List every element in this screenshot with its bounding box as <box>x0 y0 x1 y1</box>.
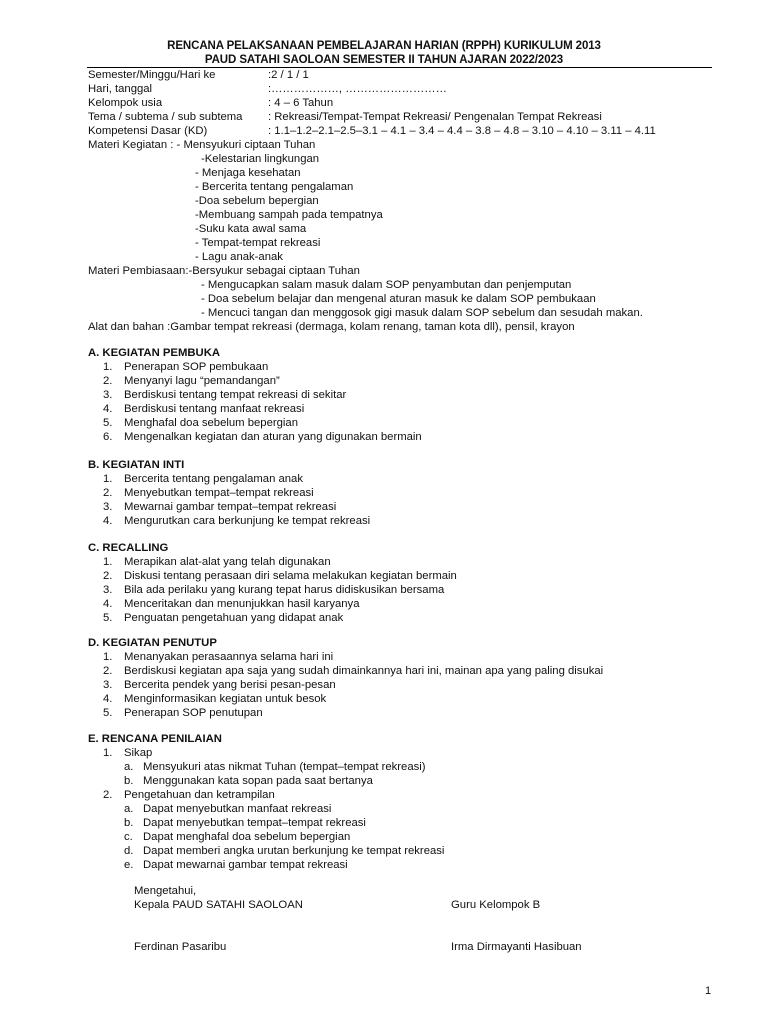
info-label: Semester/Minggu/Hari ke <box>88 69 216 81</box>
list-item: Menyebutkan tempat–tempat rekreasi <box>124 487 314 499</box>
materi-kegiatan-item: -Doa sebelum bepergian <box>195 195 319 207</box>
list-number: 2. <box>103 487 113 499</box>
materi-pembiasaan-item: - Mengucapkan salam masuk dalam SOP penyambutan dan penjemputan <box>201 279 572 291</box>
sub-list-letter: c. <box>124 831 133 843</box>
list-item: Berdiskusi tentang tempat rekreasi di sekitar <box>124 389 347 401</box>
list-item: Bila ada perilaku yang kurang tepat harus didiskusikan bersama <box>124 584 445 596</box>
list-item: Mengenalkan kegiatan dan aturan yang digunakan bermain <box>124 431 422 443</box>
list-number: 5. <box>103 707 113 719</box>
materi-kegiatan-item: - Bercerita tentang pengalaman <box>195 181 354 193</box>
info-value: : 1.1–1.2–2.1–2.5–3.1 – 4.1 – 3.4 – 4.4 – 3.8 – 4.8 – 3.10 – 4.10 – 3.11 – 4.11 <box>268 125 656 137</box>
section-c-title: C. RECALLING <box>88 542 169 554</box>
info-label: Kompetensi Dasar (KD) <box>88 125 208 137</box>
materi-kegiatan-item: - Menjaga kesehatan <box>195 167 301 179</box>
list-number: 5. <box>103 417 113 429</box>
materi-kegiatan-item: -Membuang sampah pada tempatnya <box>195 209 383 221</box>
materi-kegiatan-item: -Suku kata awal sama <box>195 223 307 235</box>
list-item: Penerapan SOP penutupan <box>124 707 263 719</box>
list-number: 1. <box>103 747 113 759</box>
sub-list-item: Dapat menyebutkan manfaat rekreasi <box>143 803 332 815</box>
sub-list-item: Dapat memberi angka urutan berkunjung ke tempat rekreasi <box>143 845 445 857</box>
list-number: 2. <box>103 789 113 801</box>
list-number: 1. <box>103 473 113 485</box>
list-number: 3. <box>103 389 113 401</box>
list-item: Diskusi tentang perasaan diri selama melakukan kegiatan bermain <box>124 570 457 582</box>
materi-pembiasaan-item: - Mencuci tangan dan menggosok gigi masuk dalam SOP sebelum dan sesudah makan. <box>201 307 643 319</box>
document-title: RENCANA PELAKSANAAN PEMBELAJARAN HARIAN (RPPH) KURIKULUM 2013 <box>167 40 601 52</box>
list-number: 2. <box>103 570 113 582</box>
section-e-title: E. RENCANA PENILAIAN <box>88 733 222 745</box>
sub-list-item: Dapat mewarnai gambar tempat rekreasi <box>143 859 348 871</box>
list-item: Merapikan alat-alat yang telah digunakan <box>124 556 331 568</box>
list-number: 3. <box>103 501 113 513</box>
info-value: : Rekreasi/Tempat-Tempat Rekreasi/ Pengenalan Tempat Rekreasi <box>268 111 602 123</box>
page-number: 1 <box>705 985 712 997</box>
sub-list-letter: a. <box>124 803 134 815</box>
list-number: 1. <box>103 651 113 663</box>
info-label: Hari, tanggal <box>88 83 153 95</box>
list-number: 5. <box>103 612 113 624</box>
sub-list-letter: d. <box>124 845 134 857</box>
materi-pembiasaan-item: - Doa sebelum belajar dan mengenal aturan masuk ke dalam SOP pembukaan <box>201 293 596 305</box>
section-a-title: A. KEGIATAN PEMBUKA <box>88 347 221 359</box>
signature-guru-title: Guru Kelompok B <box>451 899 541 911</box>
list-item: Bercerita tentang pengalaman anak <box>124 473 303 485</box>
section-b-title: B. KEGIATAN INTI <box>88 459 185 471</box>
list-number: 4. <box>103 598 113 610</box>
materi-kegiatan-label: Materi Kegiatan : - Mensyukuri ciptaan Tuhan <box>88 139 316 151</box>
info-value: :………………, ……………………… <box>268 83 447 95</box>
alat-dan-bahan: Alat dan bahan :Gambar tempat rekreasi (dermaga, kolam renang, taman kota dll), pensil, krayon <box>88 321 575 333</box>
info-label: Tema / subtema / sub subtema <box>88 111 243 123</box>
materi-kegiatan-item: -Kelestarian lingkungan <box>201 153 320 165</box>
list-number: 4. <box>103 403 113 415</box>
sub-list-letter: e. <box>124 859 134 871</box>
materi-pembiasaan-label: Materi Pembiasaan:-Bersyukur sebagai ciptaan Tuhan <box>88 265 360 277</box>
list-number: 4. <box>103 515 113 527</box>
list-item: Berdiskusi kegiatan apa saja yang sudah dimainkannya hari ini, mainan apa yang paling disukai <box>124 665 604 677</box>
sub-list-item: Dapat menyebutkan tempat–tempat rekreasi <box>143 817 366 829</box>
info-value: : 4 – 6 Tahun <box>268 97 334 109</box>
signature-kepala-title: Kepala PAUD SATAHI SAOLOAN <box>134 899 303 911</box>
section-d-title: D. KEGIATAN PENUTUP <box>88 637 217 649</box>
list-item: Mewarnai gambar tempat–tempat rekreasi <box>124 501 337 513</box>
sub-list-letter: b. <box>124 817 134 829</box>
list-number: 2. <box>103 665 113 677</box>
list-item: Pengetahuan dan ketrampilan <box>124 789 275 801</box>
list-number: 1. <box>103 361 113 373</box>
sub-list-letter: a. <box>124 761 134 773</box>
list-item: Penerapan SOP pembukaan <box>124 361 269 373</box>
list-item: Sikap <box>124 747 153 759</box>
document-subtitle: PAUD SATAHI SAOLOAN SEMESTER II TAHUN AJARAN 2022/2023 <box>204 54 564 66</box>
list-item: Penguatan pengetahuan yang didapat anak <box>124 612 344 624</box>
list-item: Menceritakan dan menunjukkan hasil karyanya <box>124 598 360 610</box>
list-item: Menginformasikan kegiatan untuk besok <box>124 693 327 705</box>
signature-guru-name: Irma Dirmayanti Hasibuan <box>451 941 582 953</box>
list-item: Mengurutkan cara berkunjung ke tempat rekreasi <box>124 515 371 527</box>
list-item: Menghafal doa sebelum bepergian <box>124 417 298 429</box>
list-number: 3. <box>103 679 113 691</box>
materi-kegiatan-item: - Tempat-tempat rekreasi <box>195 237 321 249</box>
signature-kepala-name: Ferdinan Pasaribu <box>134 941 227 953</box>
list-item: Berdiskusi tentang manfaat rekreasi <box>124 403 305 415</box>
list-item: Bercerita pendek yang berisi pesan-pesan <box>124 679 336 691</box>
materi-kegiatan-item: - Lagu anak-anak <box>195 251 283 263</box>
list-number: 2. <box>103 375 113 387</box>
sub-list-letter: b. <box>124 775 134 787</box>
sub-list-item: Mensyukuri atas nikmat Tuhan (tempat–tempat rekreasi) <box>143 761 426 773</box>
list-item: Menyanyi lagu “pemandangan” <box>124 375 280 387</box>
list-number: 1. <box>103 556 113 568</box>
list-number: 4. <box>103 693 113 705</box>
info-label: Kelompok usia <box>88 97 163 109</box>
list-number: 3. <box>103 584 113 596</box>
info-value: :2 / 1 / 1 <box>268 69 309 81</box>
list-item: Menanyakan perasaannya selama hari ini <box>124 651 334 663</box>
list-number: 6. <box>103 431 113 443</box>
sub-list-item: Dapat menghafal doa sebelum bepergian <box>143 831 351 843</box>
sub-list-item: Menggunakan kata sopan pada saat bertanya <box>143 775 373 787</box>
signature-mengetahui: Mengetahui, <box>134 885 197 897</box>
